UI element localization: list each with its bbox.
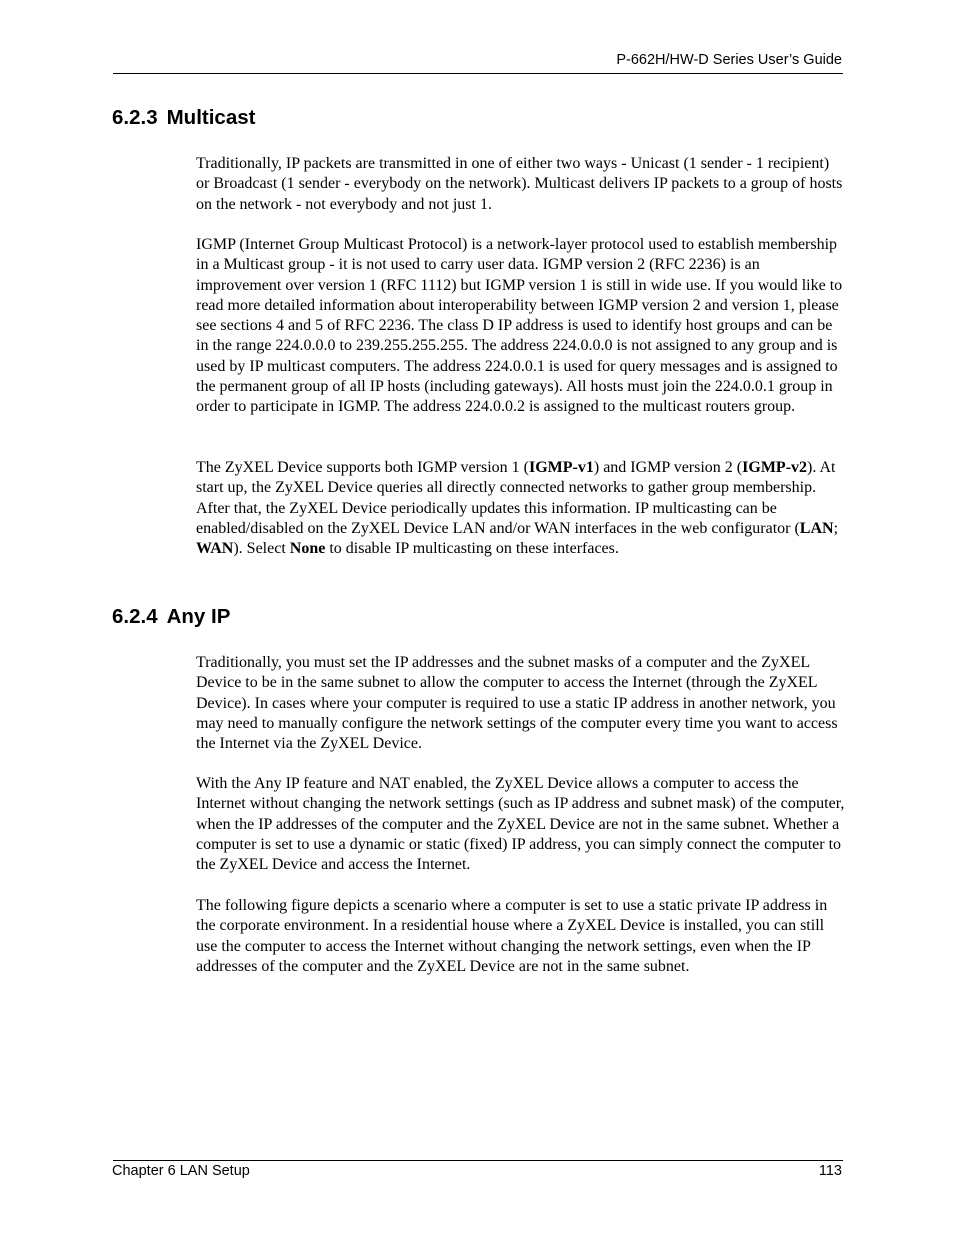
header-rule xyxy=(113,73,843,74)
section-title: Any IP xyxy=(166,605,231,628)
footer-chapter: Chapter 6 LAN Setup xyxy=(112,1163,250,1179)
text-run: ). Select xyxy=(233,540,290,558)
section-number: 6.2.3 xyxy=(112,106,158,129)
text-run: ). At start up, the ZyXEL Device queries all directly connected networks to gather group membership. After that, the ZyXEL Device periodically updates this information. IP multicasting can be enabled/disabled on the ZyXEL Device LAN and/or WAN interfaces in the web configurator ( xyxy=(196,459,836,537)
bold-term-lan: LAN xyxy=(799,519,834,537)
paragraph-any-ip-scenario: The following figure depicts a scenario where a computer is set to use a static private IP address in the corporate environment. In a residential house where a ZyXEL Device is installed, you can still use the computer to access the Internet without changing the network settings, even when the IP addresses of the computer and the ZyXEL Device are not in the same subnet. xyxy=(196,897,828,975)
section-heading-multicast xyxy=(112,106,255,130)
text-run: The ZyXEL Device supports both IGMP version 1 ( xyxy=(196,459,529,476)
section-title: Multicast xyxy=(166,106,256,129)
bold-term-none: None xyxy=(289,540,326,558)
paragraph-igmp: IGMP (Internet Group Multicast Protocol) is a network-layer protocol used to establish membership in a Multicast group - it is not used to carry user data. IGMP version 2 (RFC 2236) is an improvement over version 1 (RFC 1112) but IGMP version 1 is still in wide use. If you would like to read more detailed information about interoperability between IGMP version 2 and version 1, please see sections 4 and 5 of RFC 2236. The class D IP address is used to identify host groups and can be in the range 224.0.0.0 to 239.255.255.255. The address 224.0.0.0 is not assigned to any group and is used by IP multicast computers. The address 224.0.0.1 is used for query messages and is assigned to the permanent group of all IP hosts (including gateways). All hosts must join the 224.0.0.1 group in order to participate in IGMP. The address 224.0.0.2 is assigned to the multicast routers group. xyxy=(196,236,843,416)
page-header-title: P-662H/HW-D Series User’s Guide xyxy=(616,52,842,68)
paragraph-igmp-support xyxy=(196,458,846,559)
footer-page-number: 113 xyxy=(818,1163,842,1179)
text-run: ; xyxy=(833,519,839,537)
paragraph-any-ip-feature: With the Any IP feature and NAT enabled, the ZyXEL Device allows a computer to access the Internet without changing the network settings (such as IP address and subnet mask) of the computer, when the IP addresses of the computer and the ZyXEL Device are not in the same subnet. Whether a computer is set to use a dynamic or static (fixed) IP address, you can simply connect the computer to the ZyXEL Device and access the Internet. xyxy=(196,775,845,874)
section-number: 6.2.4 xyxy=(112,605,158,628)
bold-term-igmp-v1: IGMP-v1 xyxy=(528,459,594,476)
section-heading-any-ip xyxy=(112,605,230,629)
bold-term-wan: WAN xyxy=(196,540,234,558)
bold-term-igmp-v2: IGMP-v2 xyxy=(742,459,808,476)
paragraph-any-ip-intro: Traditionally, you must set the IP addresses and the subnet masks of a computer and the ZyXEL Device to be in the same subnet to allow the computer to access the Internet (through the ZyXEL Device). In cases where your computer is required to use a static IP address in another network, you may need to manually configure the network settings of the computer every time you want to access the Internet via the ZyXEL Device. xyxy=(196,654,838,753)
text-run: ) and IGMP version 2 ( xyxy=(593,459,743,476)
footer-rule xyxy=(113,1160,843,1161)
text-run: to disable IP multicasting on these interfaces. xyxy=(325,540,619,558)
paragraph-multicast-intro: Traditionally, IP packets are transmitted in one of either two ways - Unicast (1 sender - 1 recipient) or Broadcast (1 sender - everybody on the network). Multicast delivers IP packets to a group of hosts on the network - not everybody and not just 1. xyxy=(196,155,843,213)
